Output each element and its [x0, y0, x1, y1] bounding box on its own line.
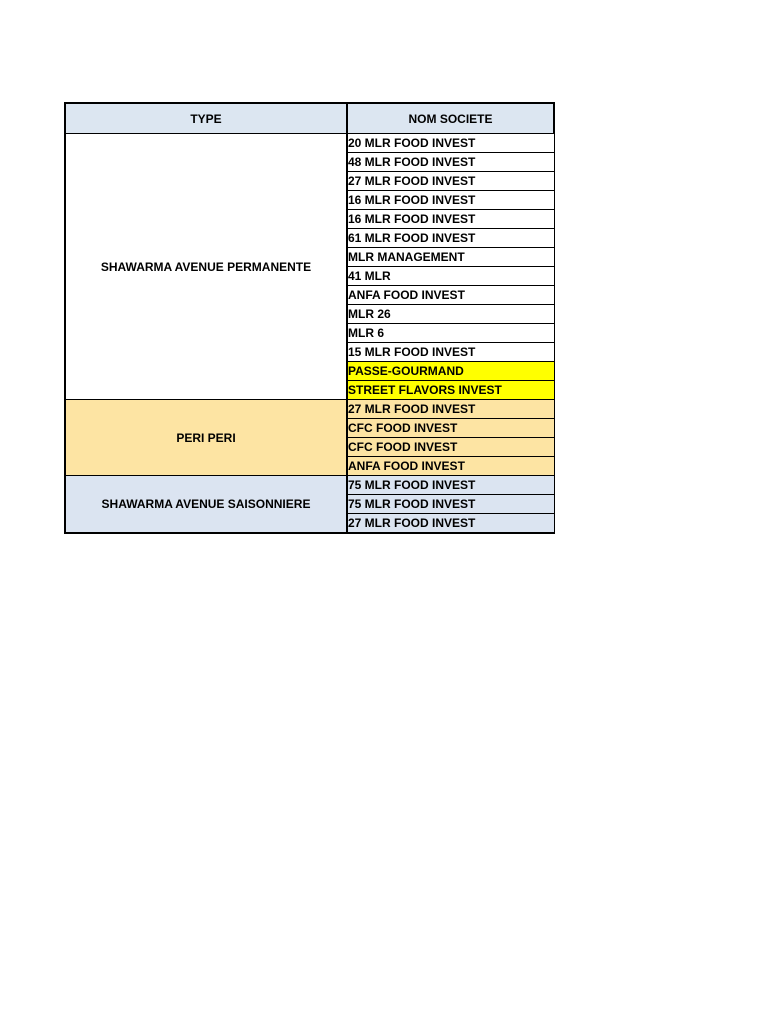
- company-cell[interactable]: MLR 26: [347, 305, 554, 324]
- company-cell[interactable]: 75 MLR FOOD INVEST: [347, 495, 554, 514]
- company-cell[interactable]: CFC FOOD INVEST: [347, 419, 554, 438]
- company-cell[interactable]: ANFA FOOD INVEST: [347, 457, 554, 476]
- company-cell[interactable]: MLR MANAGEMENT: [347, 248, 554, 267]
- header-nom-societe[interactable]: NOM SOCIETE: [347, 103, 554, 134]
- header-type[interactable]: TYPE: [65, 103, 347, 134]
- company-cell[interactable]: ANFA FOOD INVEST: [347, 286, 554, 305]
- company-cell[interactable]: 27 MLR FOOD INVEST: [347, 172, 554, 191]
- company-cell[interactable]: 27 MLR FOOD INVEST: [347, 400, 554, 419]
- company-table: [64, 102, 555, 534]
- company-cell[interactable]: CFC FOOD INVEST: [347, 438, 554, 457]
- type-cell-peri-peri[interactable]: PERI PERI: [65, 400, 347, 476]
- company-cell[interactable]: 41 MLR: [347, 267, 554, 286]
- company-cell[interactable]: 48 MLR FOOD INVEST: [347, 153, 554, 172]
- type-cell-saisonniere[interactable]: SHAWARMA AVENUE SAISONNIERE: [65, 476, 347, 534]
- company-cell[interactable]: 16 MLR FOOD INVEST: [347, 191, 554, 210]
- type-cell-permanente[interactable]: SHAWARMA AVENUE PERMANENTE: [65, 134, 347, 400]
- company-cell[interactable]: 20 MLR FOOD INVEST: [347, 134, 554, 153]
- company-cell[interactable]: 27 MLR FOOD INVEST: [347, 514, 554, 534]
- company-cell[interactable]: 16 MLR FOOD INVEST: [347, 210, 554, 229]
- company-cell-highlighted[interactable]: STREET FLAVORS INVEST: [347, 381, 554, 400]
- company-cell[interactable]: 75 MLR FOOD INVEST: [347, 476, 554, 495]
- company-cell[interactable]: 15 MLR FOOD INVEST: [347, 343, 554, 362]
- company-cell[interactable]: 61 MLR FOOD INVEST: [347, 229, 554, 248]
- table-row: [65, 134, 554, 153]
- company-cell[interactable]: MLR 6: [347, 324, 554, 343]
- table-row: [65, 400, 554, 419]
- table-row: [65, 476, 554, 495]
- company-cell-highlighted[interactable]: PASSE-GOURMAND: [347, 362, 554, 381]
- header-row: [65, 103, 554, 134]
